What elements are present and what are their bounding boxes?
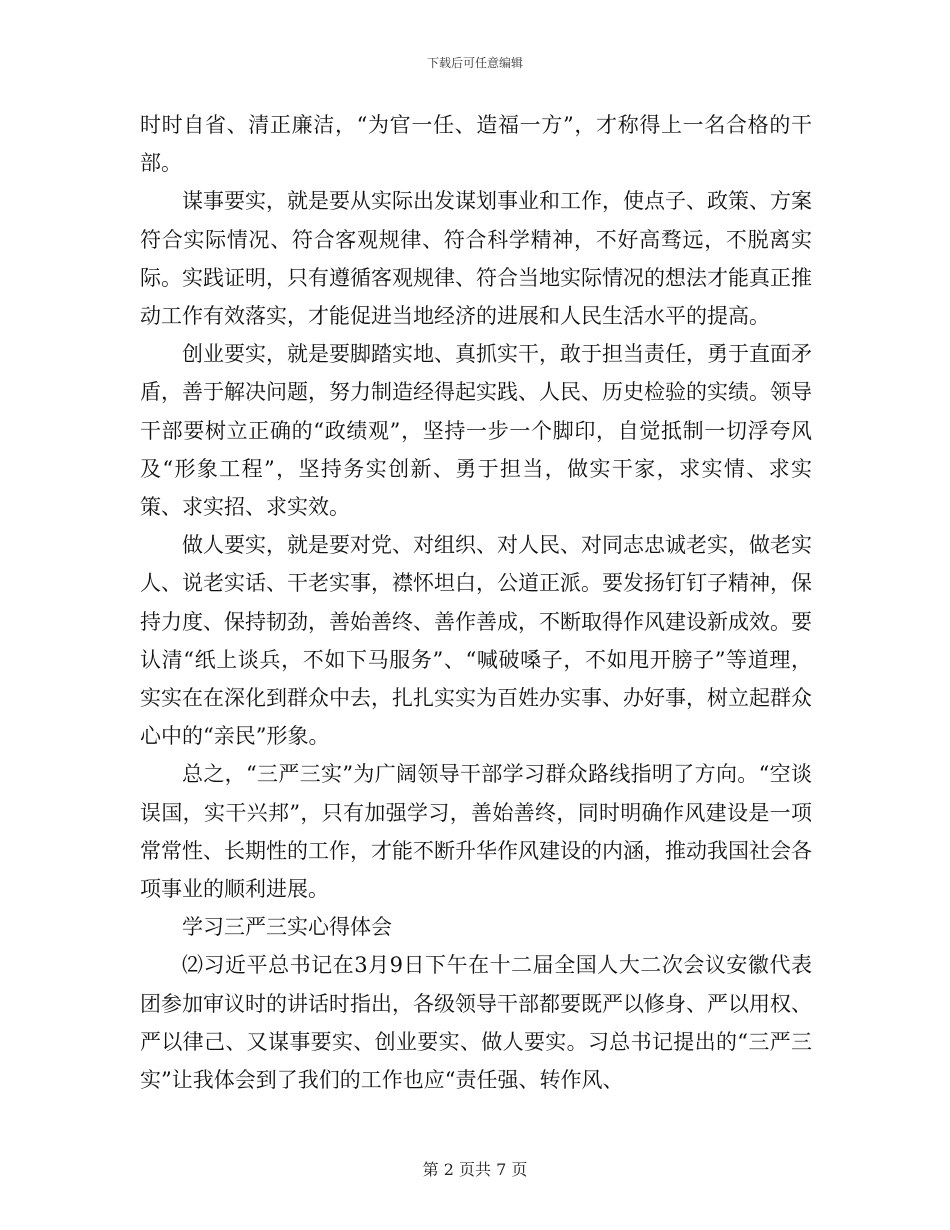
paragraph-planning: 谋事要实，就是要从实际出发谋划事业和工作，使点子、政策、方案符合实际情况、符合客观规律、符合科学精神，不好高骛远，不脱离实际。实践证明，只有遵循客观规律、符合当地实际情况的想法才能真正推动工作有效落实，才能促进当地经济的进展和人民生活水平的提高。 — [140, 189, 812, 329]
paragraph-conduct: 做人要实，就是要对党、对组织、对人民、对同志忠诚老实，做老实人、说老实话、干老实事，襟怀坦白，公道正派。要发扬钉钉子精神，保持力度、保持韧劲，善始善终、善作善成，不断取得作风建设新成效。要认清“纸上谈兵，不如下马服务”、“喊破嗓子，不如甩开膀子”等道理，实实在在深化到群众中去，扎扎实实为百姓办实事、办好事，树立起群众心中的“亲民”形象。 — [140, 533, 812, 749]
document-body — [140, 106, 812, 1099]
paragraph-summary: 总之，“三严三实”为广阔领导干部学习群众路线指明了方向。“空谈误国，实干兴邦”，只有加强学习，善始善终，同时明确作风建设是一项常常性、长期性的工作，才能不断升华作风建设的内涵，推动我国社会各项事业的顺利进展。 — [140, 762, 812, 902]
section-title: 学习三严三实心得体会 — [182, 915, 392, 940]
paragraph-enterprise: 创业要实，就是要脚踏实地、真抓实干，敢于担当责任，勇于直面矛盾，善于解决问题，努力制造经得起实践、人民、历史检验的实绩。领导干部要树立正确的“政绩观”，坚持一步一个脚印，自觉抵制一切浮夸风及“形象工程”，坚持务实创新、勇于担当，做实干家，求实情、求实策、求实招、求实效。 — [140, 342, 812, 520]
paragraph-section-start: ⑵习近平总书记在3月9日下午在十二届全国人大二次会议安徽代表团参加审议时的讲话时指出，各级领导干部都要既严以修身、严以用权、严以律己、又谋事要实、创业要实、做人要实。习总书记提出的“三严三实”让我体会到了我们的工作也应“责任强、转作风、 — [140, 953, 812, 1093]
page-header: 下载后可任意编辑 — [426, 56, 523, 70]
page-footer: 第 2 页共 7 页 — [422, 1160, 528, 1179]
paragraph-continuation: 时时自省、清正廉洁，“为官一任、造福一方”，才称得上一名合格的干部。 — [140, 113, 812, 176]
